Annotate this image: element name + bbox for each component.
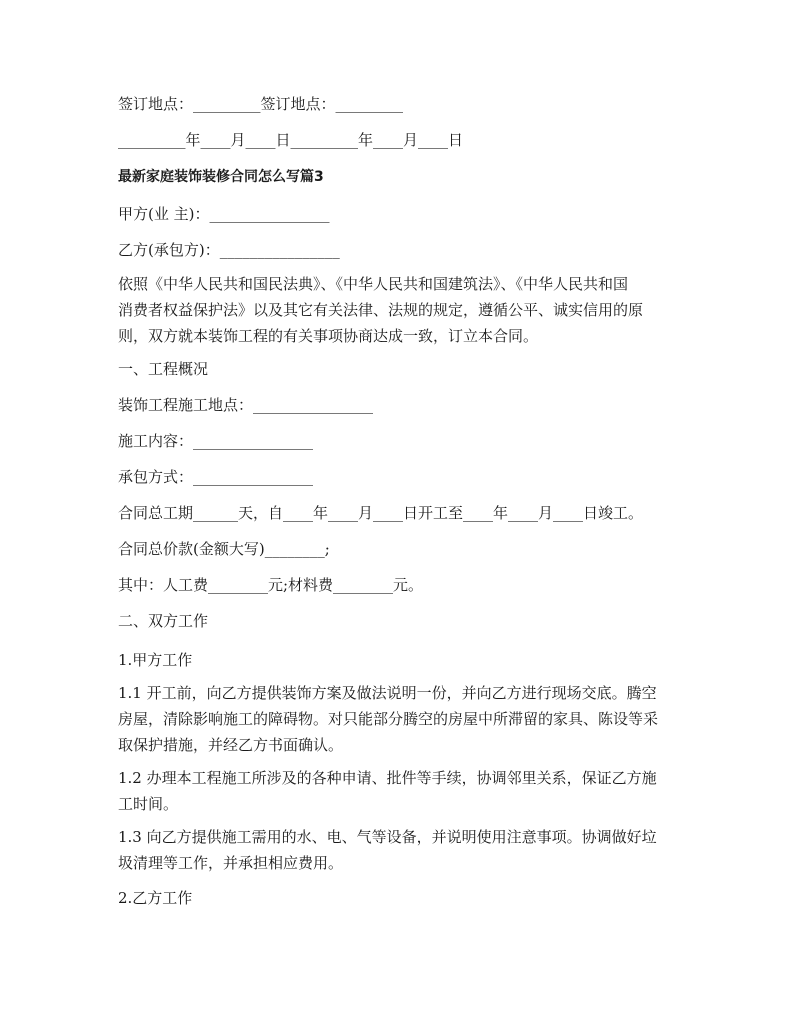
intro-line-1: 依照《中华人民共和国民法典》、《中华人民共和国建筑法》、《中华人民共和国 — [118, 275, 629, 293]
section-2-heading: 二、双方工作 — [118, 612, 209, 630]
intro-line-3: 则，双方就本装饰工程的有关事项协商达成一致，订立本合同。 — [118, 327, 539, 345]
clause-1-1-line-3: 取保护措施，并经乙方书面确认。 — [118, 736, 344, 754]
contract-price-line: 合同总价款(金额大写)________; — [118, 540, 330, 558]
signing-place-line: 签订地点：_________签订地点：_________ — [118, 95, 404, 113]
construction-period-line: 合同总工期______天，自____年____月____日开工至____年____月____日竣工。 — [118, 504, 644, 522]
contract-mode-line: 承包方式：________________ — [118, 468, 314, 486]
clause-1-2-line-2: 工时间。 — [118, 795, 179, 813]
clause-1-3-line-1: 1.3 向乙方提供施工需用的水、电、气等设备，并说明使用注意事项。协调做好垃 — [118, 828, 657, 846]
signing-date-line: _________年____月____日_________年____月____日 — [118, 131, 464, 149]
clause-1-2 — [118, 765, 678, 817]
clause-1-3 — [118, 824, 678, 876]
clause-1-1-line-1: 1.1 开工前，向乙方提供装饰方案及做法说明一份，并向乙方进行现场交底。腾空 — [118, 684, 657, 702]
clause-1-1-line-2: 房屋，清除影响施工的障碍物。对只能部分腾空的房屋中所滞留的家具、陈设等采 — [118, 710, 659, 728]
clause-1-3-line-2: 圾清理等工作，并承担相应费用。 — [118, 854, 344, 872]
party-b-duties-heading: 2.乙方工作 — [118, 889, 193, 907]
section-1-heading: 一、工程概况 — [118, 360, 209, 378]
clause-1-2-line-1: 1.2 办理本工程施工所涉及的各种申请、批件等手续，协调邻里关系，保证乙方施 — [118, 769, 657, 787]
construction-site-line: 装饰工程施工地点：________________ — [118, 396, 374, 414]
clause-1-1 — [118, 680, 678, 758]
intro-line-2: 消费者权益保护法》以及其它有关法律、法规的规定，遵循公平、诚实信用的原 — [118, 301, 644, 319]
section-title: 最新家庭装饰装修合同怎么写篇3 — [118, 169, 324, 185]
intro-paragraph — [118, 271, 678, 349]
construction-content-line: 施工内容：________________ — [118, 432, 314, 450]
cost-breakdown-line: 其中：人工费________元;材料费________元。 — [118, 576, 424, 594]
party-b-line: 乙方(承包方)：________________ — [118, 241, 340, 259]
party-a-line: 甲方(业 主)：________________ — [118, 205, 330, 223]
party-a-duties-heading: 1.甲方工作 — [118, 651, 193, 669]
